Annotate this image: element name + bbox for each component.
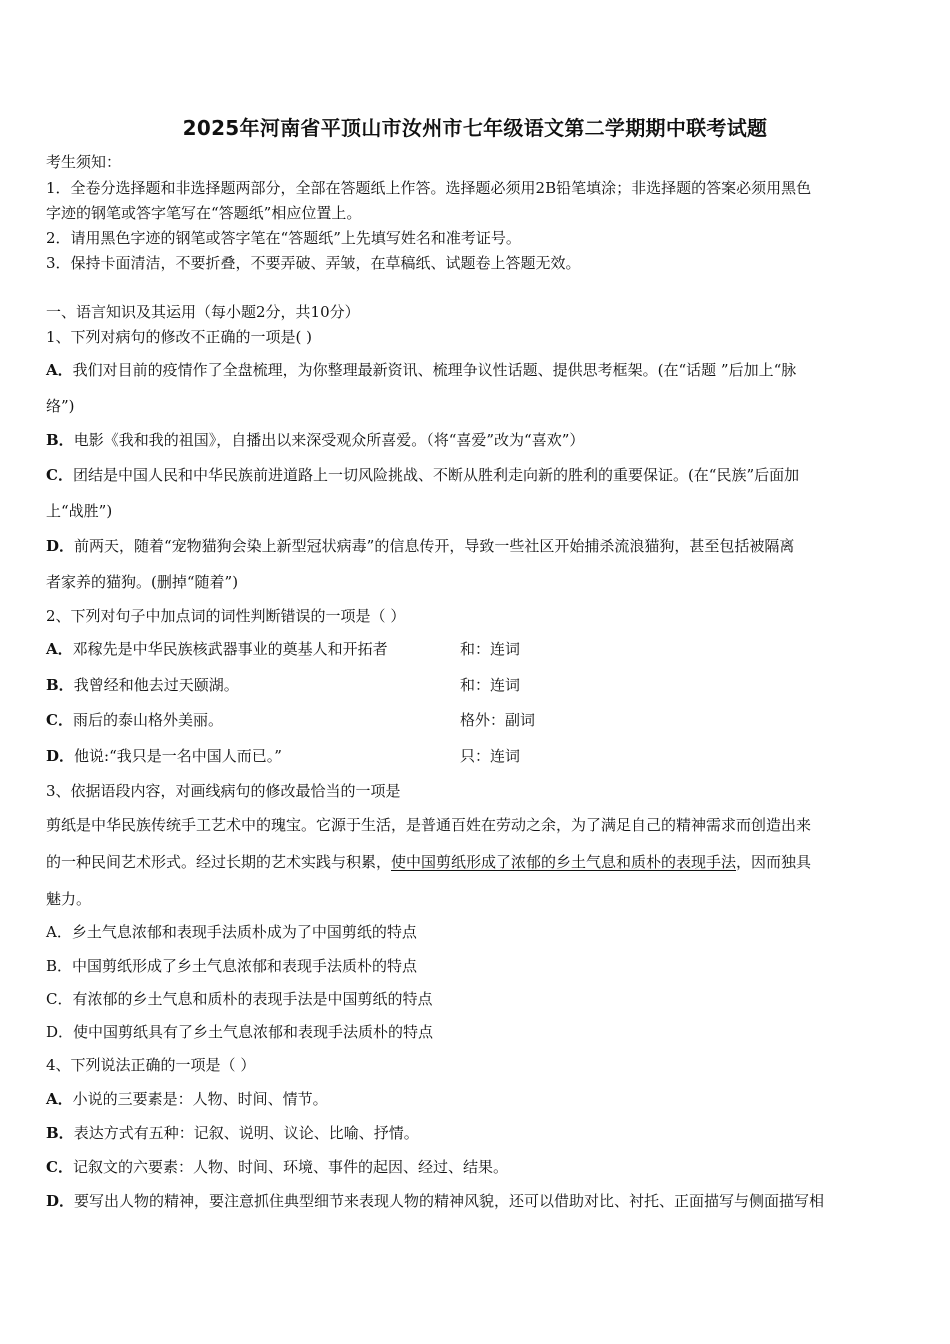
q3-option-a: A．乡土气息浓郁和表现手法质朴成为了中国剪纸的特点 [46,923,417,941]
option-label: A． [46,1090,73,1108]
option-label: D． [46,747,75,765]
q2-option-b-answer: 和：连词 [460,676,521,694]
notice-item-1: 1．全卷分选择题和非选择题两部分，全部在答题纸上作答。选择题必须用2B铅笔填涂；非选择题的答案必须用黑色 [46,179,812,197]
option-label: B． [46,676,74,694]
q2-stem: 2、下列对句子中加点词的词性判断错误的一项是（ ） [46,607,406,625]
option-text: 电影《我和我的祖国》，自播出以来深受观众所喜爱。（将“喜爱”改为“喜欢”） [73,431,585,449]
option-text: 要写出人物的精神，要注意抓住典型细节来表现人物的精神风貌，还可以借助对比、衬托、正面描写与侧面描写相 [74,1192,825,1210]
q1-option-a [46,360,796,380]
option-text: 雨后的泰山格外美丽。 [72,711,223,729]
q4-option-c [46,1157,508,1177]
option-label: B． [46,431,74,449]
option-label: B． [46,1124,74,1142]
q1-option-d-cont: 者家养的猫狗。(删掉“随着”) [46,573,239,591]
q2-option-d-answer: 只：连词 [460,747,521,765]
option-text: 小说的三要素是：人物、时间、情节。 [72,1090,328,1108]
q3-passage-line-3: 魅力。 [46,890,92,908]
q3-passage-line-2 [46,852,811,872]
notice-heading: 考生须知： [46,153,122,171]
q1-option-d [46,536,794,556]
passage-text: ，因而独具 [736,853,812,871]
option-text: 我曾经和他去过天颐湖。 [73,676,239,694]
option-label: A． [46,361,73,379]
option-text: 我们对目前的疫情作了全盘梳理，为你整理最新资讯、梳理争议性话题、提供思考框架。(在“话题 ”后加上“脉 [72,361,797,379]
notice-item-3: 3．保持卡面清洁，不要折叠，不要弄破、弄皱，在草稿纸、试题卷上答题无效。 [46,254,581,272]
section-heading: 一、语言知识及其运用（每小题2分，共10分） [46,303,360,321]
page-title: 2025年河南省平顶山市汝州市七年级语文第二学期期中联考试题 [182,116,768,140]
q3-option-c: C．有浓郁的乡土气息和质朴的表现手法是中国剪纸的特点 [46,990,433,1008]
q3-option-d: D．使中国剪纸具有了乡土气息浓郁和表现手法质朴的特点 [46,1023,434,1041]
q3-stem: 3、依据语段内容，对画线病句的修改最恰当的一项是 [46,782,401,800]
q1-option-c [46,465,799,485]
passage-text: 的一种民间艺术形式。经过长期的艺术实践与积累， [46,853,392,871]
option-label: C． [46,466,73,484]
q1-stem: 1、下列对病句的修改不正确的一项是( ) [46,328,313,346]
option-label: C． [46,711,73,729]
option-text: 邓稼先是中华民族核武器事业的奠基人和开拓者 [72,640,388,658]
q4-stem: 4、下列说法正确的一项是（ ） [46,1056,256,1074]
q1-option-c-cont: 上“战胜”) [46,502,113,520]
q1-option-a-cont: 络”) [46,397,75,415]
option-text: 团结是中国人民和中华民族前进道路上一切风险挑战、不断从胜利走向新的胜利的重要保证。(在“民族”后面加 [72,466,800,484]
q2-option-c [46,710,223,730]
q2-option-d [46,746,282,766]
notice-item-2: 2．请用黑色字迹的钢笔或答字笔在“答题纸”上先填写姓名和准考证号。 [46,229,521,247]
notice-item-1-cont: 字迹的钢笔或答字笔写在“答题纸”相应位置上。 [46,204,362,222]
option-label: D． [46,537,75,555]
q2-option-a [46,639,388,659]
q2-option-b [46,675,239,695]
option-text: 记叙文的六要素：人物、时间、环境、事件的起因、经过、结果。 [72,1158,508,1176]
option-text: 前两天，随着“宠物猫狗会染上新型冠状病毒”的信息传开，导致一些社区开始捕杀流浪猫狗，甚至包括被隔离 [74,537,795,555]
option-label: A． [46,640,73,658]
q1-option-b [46,430,584,450]
option-text: 他说:“我只是一名中国人而已。” [74,747,282,765]
option-label: D． [46,1192,75,1210]
q3-option-b: B．中国剪纸形成了乡土气息浓郁和表现手法质朴的特点 [46,957,418,975]
option-label: C． [46,1158,73,1176]
q4-option-d [46,1191,824,1211]
q3-passage-line-1: 剪纸是中华民族传统手工艺术中的瑰宝。它源于生活，是普通百姓在劳动之余，为了满足自己的精神需求而创造出来 [46,816,812,834]
option-text: 表达方式有五种：记叙、说明、议论、比喻、抒情。 [73,1124,419,1142]
underlined-sentence: 使中国剪纸形成了浓郁的乡土气息和质朴的表现手法 [391,853,737,871]
q2-option-a-answer: 和：连词 [460,640,521,658]
q4-option-a [46,1089,328,1109]
q2-option-c-answer: 格外：副词 [460,711,536,729]
q4-option-b [46,1123,419,1143]
